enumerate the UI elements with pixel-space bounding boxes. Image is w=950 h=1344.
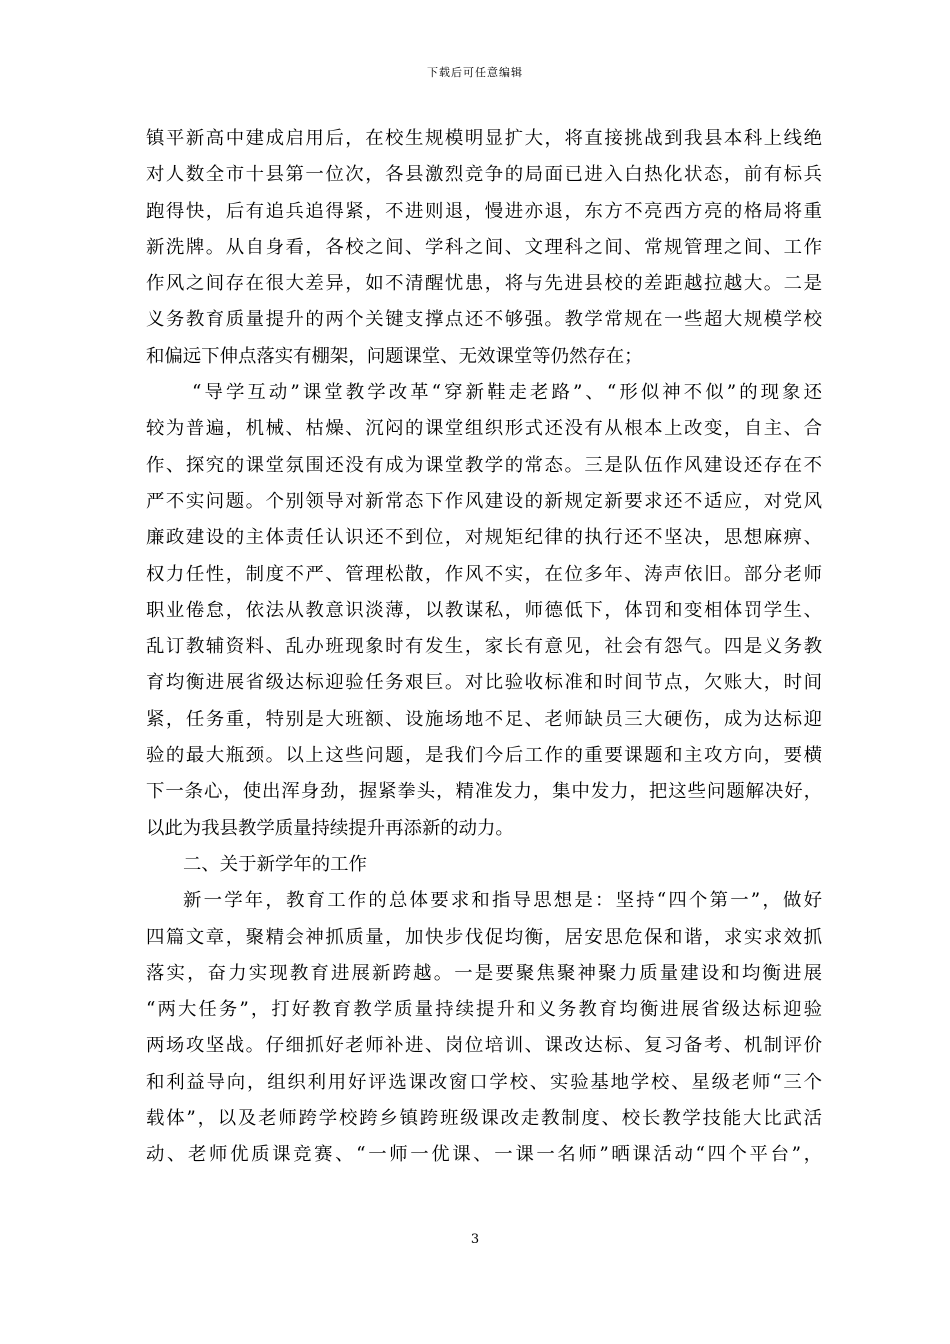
text-line: 两场攻坚战。仔细抓好老师补进、岗位培训、课改达标、复习备考、机制评价 — [146, 1035, 822, 1057]
text-line: 乱订教辅资料、乱办班现象时有发生，家长有意见，社会有怨气。四是义务教 — [146, 636, 822, 658]
text-line: 新洗牌。从自身看，各校之间、学科之间、文理科之间、常规管理之间、工作 — [146, 236, 822, 258]
text-line: 镇平新高中建成启用后，在校生规模明显扩大，将直接挑战到我县本科上线绝 — [146, 128, 822, 149]
page-number: 3 — [470, 1232, 480, 1247]
text-line: 作风之间存在很大差异，如不清醒忧患，将与先进县校的差距越拉越大。二是 — [146, 273, 822, 295]
text-line: 义务教育质量提升的两个关键支撑点还不够强。教学常规在一些超大规模学校 — [146, 309, 822, 331]
text-line: 跑得快，后有追兵追得紧，不进则退，慢进亦退，东方不亮西方亮的格局将重 — [146, 200, 822, 222]
text-line: 作、探究的课堂氛围还没有成为课堂教学的常态。三是队伍作风建设还存在不 — [146, 454, 822, 476]
text-line: 权力任性，制度不严、管理松散，作风不实，在位多年、涛声依旧。部分老师 — [146, 563, 822, 585]
text-line: 新一学年，教育工作的总体要求和指导思想是：坚持“四个第一”，做好 — [183, 890, 822, 912]
section-heading: 二、关于新学年的工作 — [183, 853, 367, 875]
text-line: 育均衡进展省级达标迎验任务艰巨。对比验收标准和时间节点，欠账大，时间 — [146, 672, 822, 694]
text-line: 对人数全市十县第一位次，各县激烈竞争的局面已进入白热化状态，前有标兵 — [146, 164, 822, 186]
text-line: 和偏远下伸点落实有棚架，问题课堂、无效课堂等仍然存在； — [146, 345, 643, 367]
text-line: “导学互动”课堂教学改革“穿新鞋走老路”、“形似神不似”的现象还 — [192, 382, 822, 404]
text-line: 四篇文章，聚精会神抓质量，加快步伐促均衡，居安思危保和谐，求实求效抓 — [146, 926, 822, 948]
text-line: 以此为我县教学质量持续提升再添新的动力。 — [146, 817, 514, 839]
page-header: 下载后可任意编辑 — [427, 66, 523, 79]
text-line: 较为普遍，机械、枯燥、沉闷的课堂组织形式还没有从根本上改变，自主、合 — [146, 418, 822, 440]
text-line: 载体”，以及老师跨学校跨乡镇跨班级课改走教制度、校长教学技能大比武活 — [146, 1108, 822, 1130]
text-line: 和利益导向，组织利用好评选课改窗口学校、实验基地学校、星级老师“三个 — [146, 1071, 822, 1093]
text-line: 动、老师优质课竞赛、“一师一优课、一课一名师”晒课活动“四个平台”， — [146, 1144, 822, 1166]
text-line: 职业倦怠，依法从教意识淡薄，以教谋私，师德低下，体罚和变相体罚学生、 — [146, 599, 822, 621]
text-line: 廉政建设的主体责任认识还不到位，对规矩纪律的执行还不坚决，思想麻痹、 — [146, 527, 822, 549]
text-line: “两大任务”，打好教育教学质量持续提升和义务教育均衡进展省级达标迎验 — [146, 999, 822, 1021]
text-line: 落实，奋力实现教育进展新跨越。一是要聚焦聚神聚力质量建设和均衡进展 — [146, 962, 822, 984]
document-body — [146, 121, 822, 1174]
text-line: 紧，任务重，特别是大班额、设施场地不足、老师缺员三大硬伤，成为达标迎 — [146, 708, 822, 730]
text-line: 验的最大瓶颈。以上这些问题，是我们今后工作的重要课题和主攻方向，要横 — [146, 745, 822, 767]
text-line: 严不实问题。个别领导对新常态下作风建设的新规定新要求还不适应，对党风 — [146, 490, 822, 512]
text-line: 下一条心，使出浑身劲，握紧拳头，精准发力，集中发力，把这些问题解决好， — [146, 781, 822, 803]
